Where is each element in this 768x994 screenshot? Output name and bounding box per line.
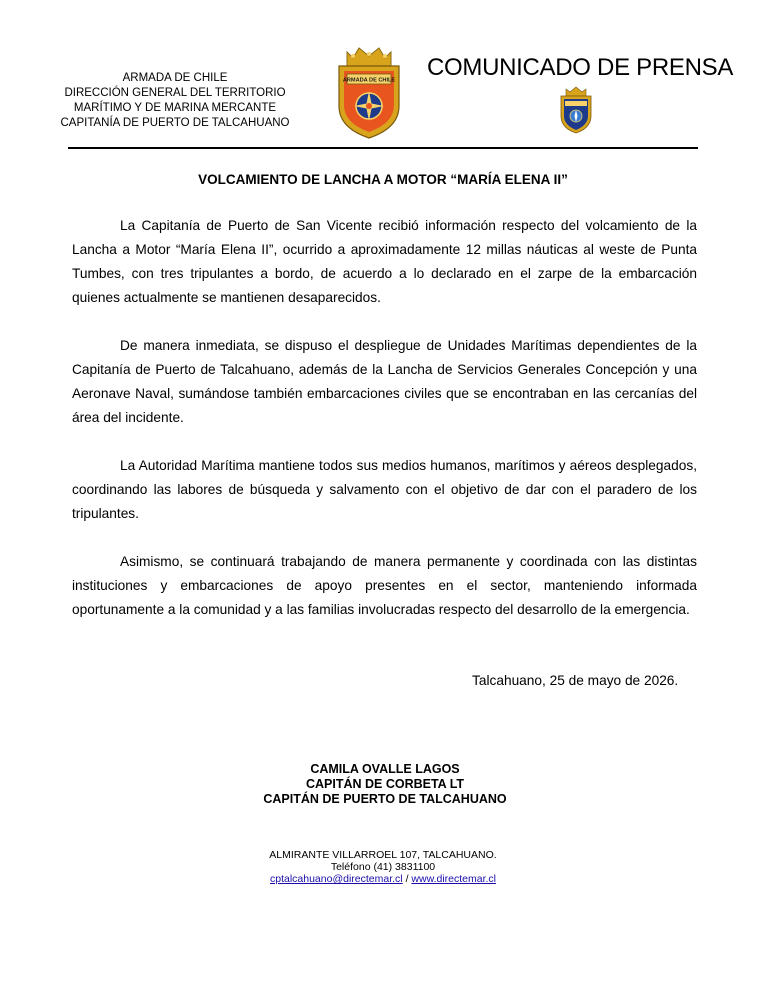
headline: VOLCAMIENTO DE LANCHA A MOTOR “MARÍA ELENA II”	[198, 172, 568, 187]
press-release-title: COMUNICADO DE PRENSA	[427, 54, 734, 81]
org-line-1: ARMADA DE CHILE	[122, 72, 228, 84]
org-line-2: DIRECCIÓN GENERAL DEL TERRITORIO	[64, 87, 286, 99]
signature-block	[170, 762, 600, 807]
footer-contact	[233, 849, 533, 885]
email-link[interactable]: cptalcahuano@directemar.cl	[269, 873, 403, 885]
footer-phone: Teléfono (41) 3831100	[330, 861, 436, 873]
armada-crest-icon	[333, 44, 405, 140]
link-separator: /	[405, 873, 409, 885]
website-link[interactable]: www.directemar.cl	[411, 873, 497, 885]
org-line-3: MARÍTIMO Y DE MARINA MERCANTE	[73, 102, 277, 114]
body-text	[72, 214, 697, 646]
signatory-rank: CAPITÁN DE CORBETA LT	[305, 777, 465, 791]
paragraph-4: Asimismo, se continuará trabajando de manera permanente y coordinada con las distintas instituciones y embarcaciones de apoyo presentes en el sector, manteniendo informada oportunamente a la comunidad y a las familias involucradas respecto del desarrollo de la emergencia.	[72, 554, 697, 617]
paragraph-3: La Autoridad Marítima mantiene todos sus medios humanos, marítimos y aéreos desplegados, coordinando las labores de búsqueda y salvamento con el objetivo de dar con el paradero de los tripulantes.	[72, 458, 697, 521]
paragraph-1: La Capitanía de Puerto de San Vicente recibió información respecto del volcamiento de la Lancha a Motor “María Elena II”, ocurrido a aproximadamente 12 millas náuticas al weste de Punta Tumbes, con tres tripulantes a bordo, de acuerdo a lo declarado en el zarpe de la embarcación quienes actualmente se mantienen desaparecidos.	[72, 218, 697, 305]
footer-address: ALMIRANTE VILLARROEL 107, TALCAHUANO.	[269, 849, 497, 861]
signatory-name: CAMILA OVALLE LAGOS	[310, 762, 460, 776]
header-divider	[68, 147, 698, 149]
org-line-4: CAPITANÍA DE PUERTO DE TALCAHUANO	[60, 117, 290, 129]
directemar-crest-icon	[558, 86, 594, 134]
paragraph-2: De manera inmediata, se dispuso el despliegue de Unidades Marítimas dependientes de la Capitanía de Puerto de Talcahuano, además de la Lancha de Servicios Generales Concepción y una Aeronave Naval, sumándose también embarcaciones civiles que se encontraban en las cercanías del área del incidente.	[72, 338, 697, 425]
signatory-position: CAPITÁN DE PUERTO DE TALCAHUANO	[263, 792, 507, 806]
footer-links	[233, 873, 533, 885]
svg-text:ARMADA DE CHILE: ARMADA DE CHILE	[342, 77, 396, 84]
organization-header	[40, 71, 310, 131]
date-line: Talcahuano, 25 de mayo de 2026.	[472, 673, 679, 688]
